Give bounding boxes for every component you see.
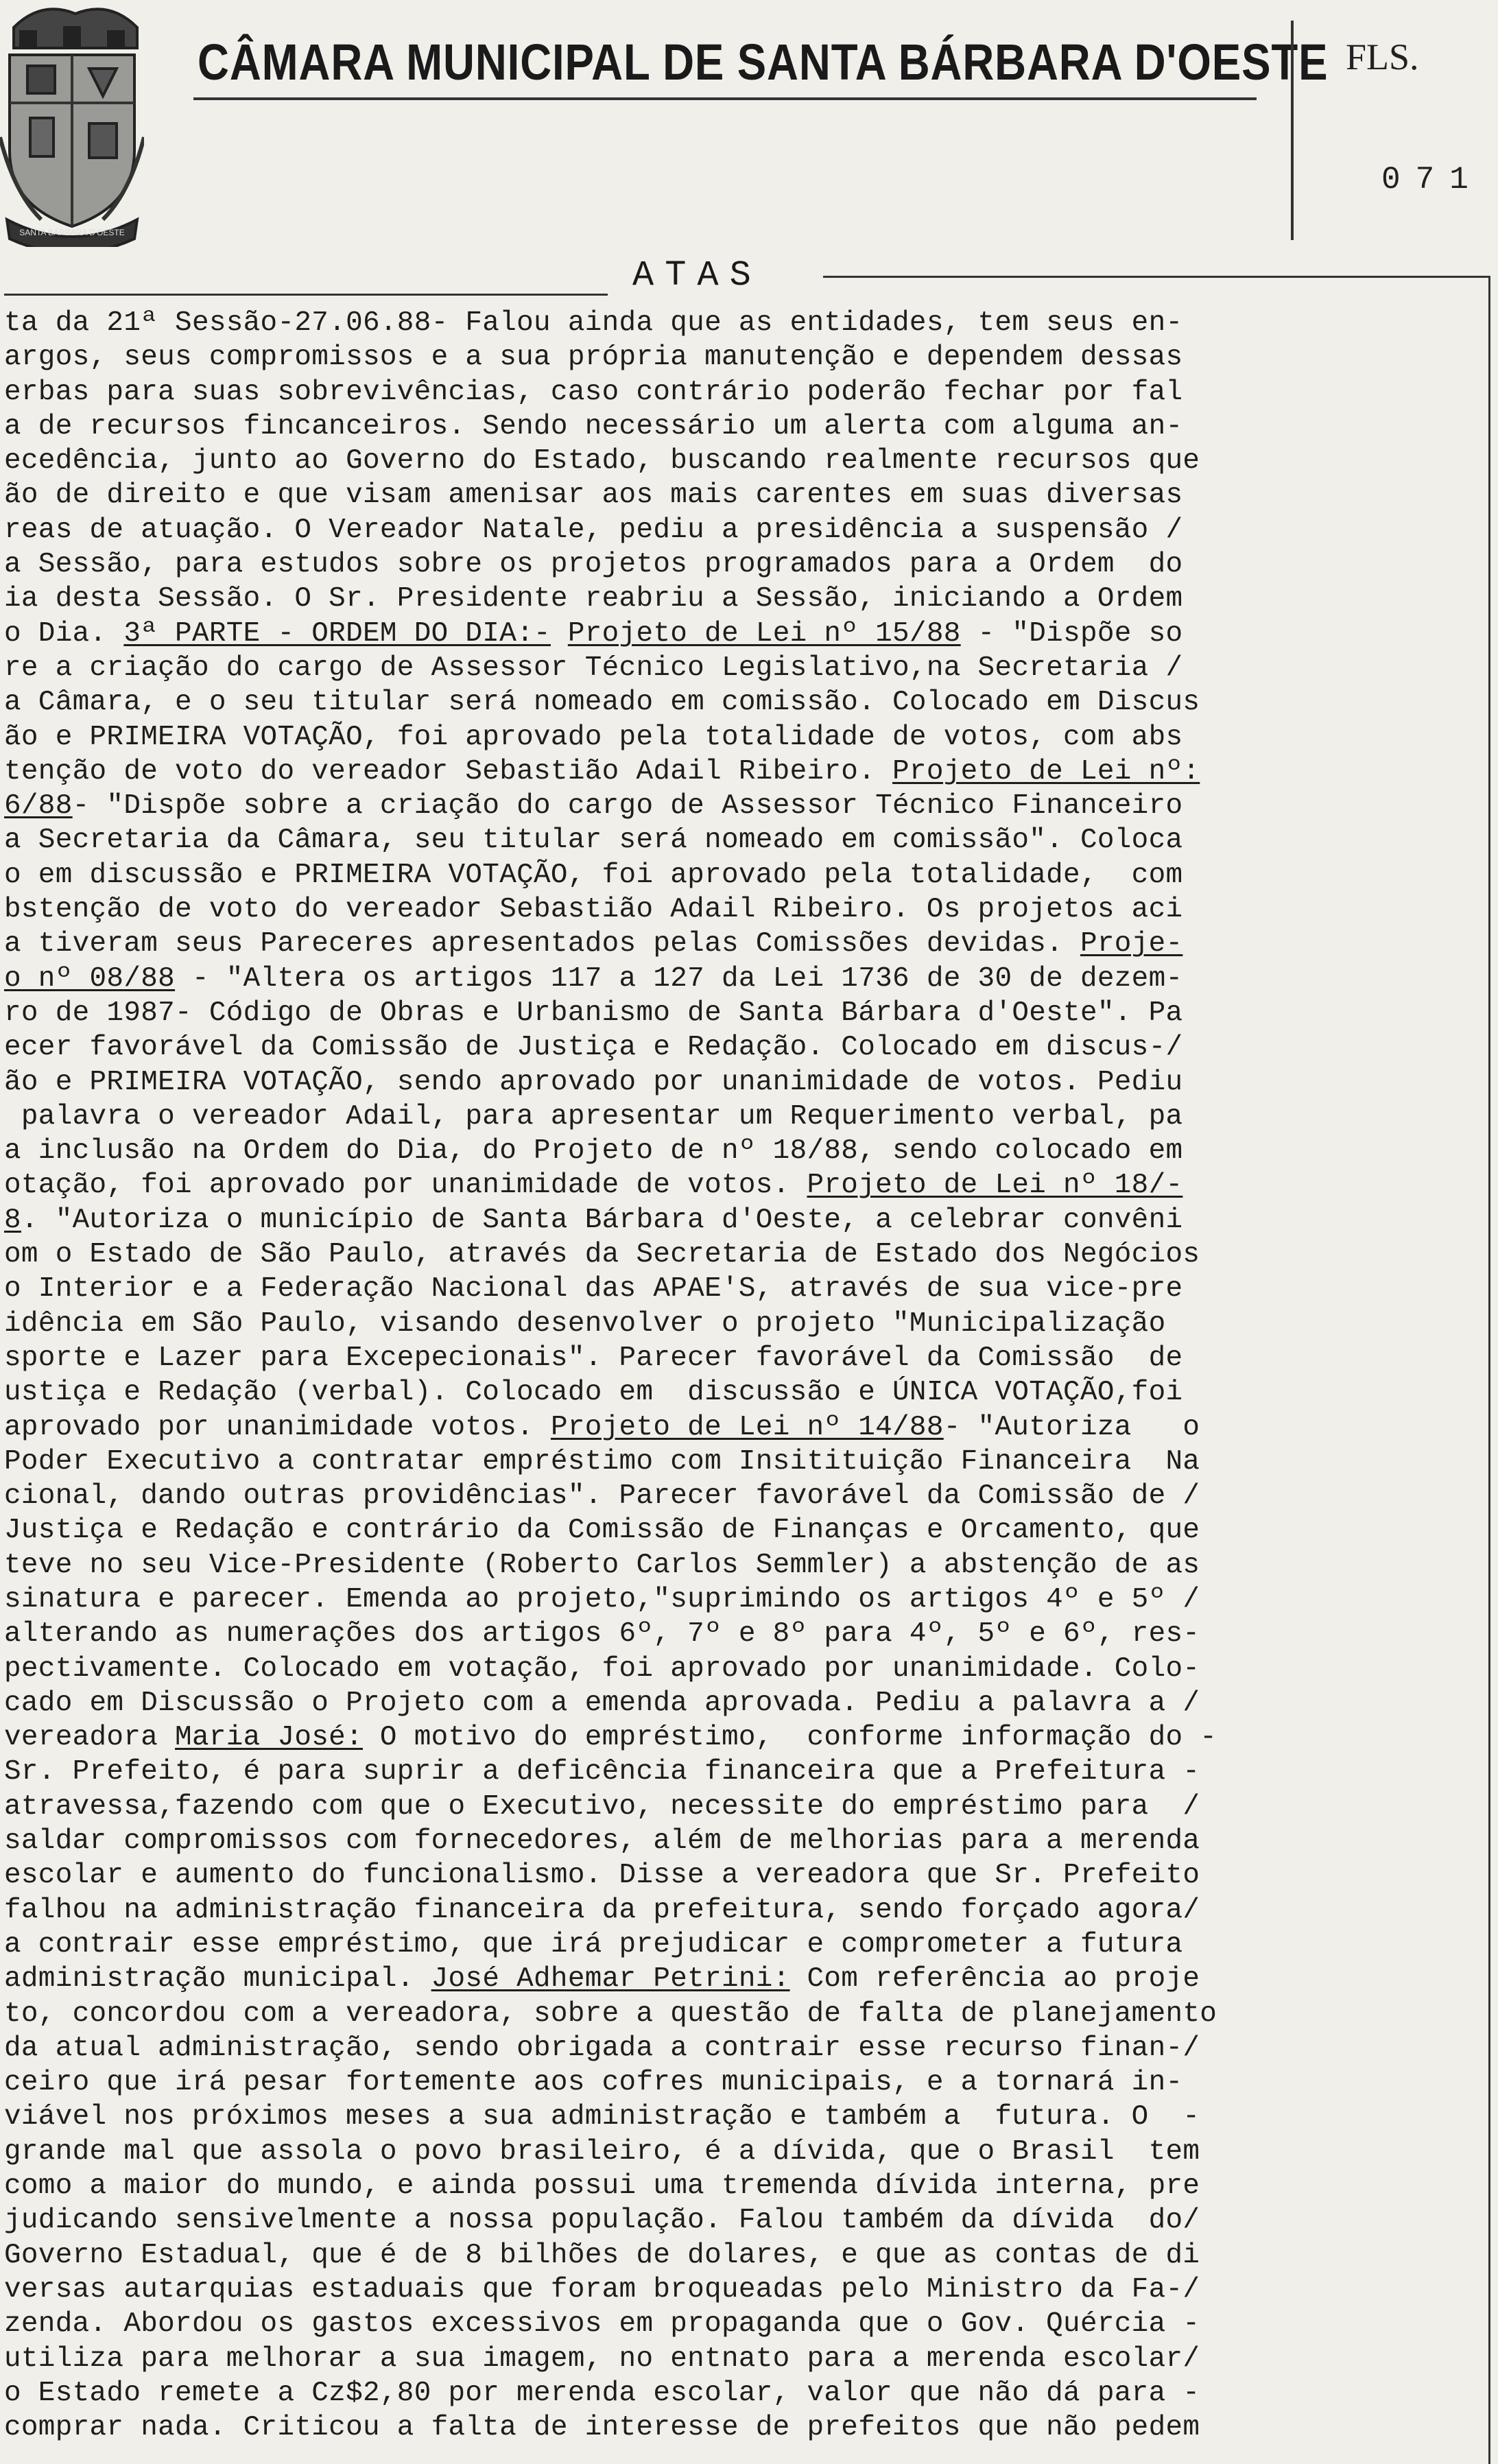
text-segment: a Secretaria da Câmara, seu titular será nomeado em comissão". Coloca — [4, 825, 1183, 857]
underlined-segment: 6/88 — [4, 790, 73, 822]
text-line — [4, 1134, 1479, 1168]
text-line — [4, 1997, 1479, 2031]
text-segment: ro de 1987- Código de Obras e Urbanismo de Santa Bárbara d'Oeste". Pa — [4, 997, 1183, 1029]
section-title: ATAS — [632, 255, 762, 296]
text-line — [4, 2342, 1479, 2376]
text-segment: ecedência, junto ao Governo do Estado, buscando realmente recursos que — [4, 445, 1200, 477]
text-segment: O motivo do empréstimo, conforme informação do - — [363, 1722, 1217, 1754]
text-segment: ecer favorável da Comissão de Justiça e Redação. Colocado em discus-/ — [4, 1032, 1183, 1064]
underlined-segment: Proje- — [1080, 928, 1183, 960]
text-line — [4, 2307, 1479, 2341]
text-line — [4, 375, 1479, 410]
text-segment: a de recursos fincanceiros. Sendo necessário um alerta com alguma an- — [4, 410, 1183, 442]
text-line — [4, 1410, 1479, 1445]
text-line — [4, 547, 1479, 582]
text-line — [4, 617, 1479, 651]
text-segment: ceiro que irá pesar fortemente aos cofres municipais, e a tornará in- — [4, 2067, 1183, 2099]
text-line — [4, 1341, 1479, 1375]
text-segment: atravessa,fazendo com que o Executivo, necessite do empréstimo para / — [4, 1790, 1200, 1823]
text-line — [4, 1617, 1479, 1651]
text-line — [4, 582, 1479, 616]
text-segment: o Estado remete a Cz$2,80 por merenda escolar, valor que não dá para - — [4, 2377, 1200, 2409]
text-line — [4, 2065, 1479, 2100]
text-segment: escolar e aumento do funcionalismo. Disse a vereadora que Sr. Prefeito — [4, 1860, 1200, 1892]
text-segment: da atual administração, sendo obrigada a contrair esse recurso finan-/ — [4, 2032, 1200, 2064]
page-title: CÂMARA MUNICIPAL DE SANTA BÁRBARA D'OESTE — [198, 34, 1329, 91]
text-segment: falhou na administração financeira da prefeitura, sendo forçado agora/ — [4, 1894, 1200, 1926]
text-line — [4, 2100, 1479, 2134]
header-rule — [193, 97, 1257, 100]
text-segment: ão e PRIMEIRA VOTAÇÃO, sendo aprovado por unanimidade de votos. Pediu — [4, 1066, 1183, 1098]
text-segment: utiliza para melhorar a sua imagem, no entnato para a merenda escolar/ — [4, 2343, 1200, 2375]
text-line — [4, 410, 1479, 444]
text-segment: - "Dispõe sobre a criação do cargo de Assessor Técnico Financeiro — [72, 790, 1183, 822]
text-line — [4, 2273, 1479, 2307]
minutes-body — [4, 306, 1479, 2445]
text-line — [4, 996, 1479, 1030]
svg-text:SANTA BÁRBARA D'OESTE: SANTA BÁRBARA D'OESTE — [19, 228, 125, 237]
text-line — [4, 1272, 1479, 1306]
text-line — [4, 1755, 1479, 1789]
frame-top-rule — [823, 276, 1488, 278]
underlined-segment: Projeto de Lei nº 14/88 — [550, 1411, 944, 1443]
text-segment: - "Dispõe so — [960, 617, 1183, 650]
text-segment: administração municipal. — [4, 1963, 431, 1995]
text-segment: a inclusão na Ordem do Dia, do Projeto de nº 18/88, sendo colocado em — [4, 1135, 1183, 1168]
text-segment: reas de atuação. O Vereador Natale, pediu a presidência a suspensão / — [4, 514, 1183, 546]
underlined-segment: Projeto de Lei nº 15/88 — [567, 617, 961, 650]
text-line — [4, 2203, 1479, 2238]
text-line — [4, 2031, 1479, 2065]
text-segment: Justiça e Redação e contrário da Comissão de Finanças e Orcamento, que — [4, 1515, 1200, 1547]
text-segment: re a criação do cargo de Assessor Técnico Legislativo,na Secretaria / — [4, 652, 1183, 684]
text-segment: zenda. Abordou os gastos excessivos em propaganda que o Gov. Quércia - — [4, 2308, 1200, 2341]
text-line — [4, 306, 1479, 340]
text-segment — [551, 618, 568, 650]
text-segment: idência em São Paulo, visando desenvolver o projeto "Municipalização — [4, 1307, 1166, 1340]
text-segment: Poder Executivo a contratar empréstimo com Insitituição Financeira Na — [4, 1445, 1200, 1478]
text-segment: saldar compromissos com fornecedores, além de melhorias para a merenda — [4, 1825, 1200, 1858]
text-segment: cional, dando outras providências". Parecer favorável da Comissão de / — [4, 1480, 1200, 1513]
section-rule-left — [4, 294, 608, 296]
text-line — [4, 2376, 1479, 2410]
text-segment: cado em Discussão o Projeto com a emenda aprovada. Pediu a palavra a / — [4, 1687, 1200, 1719]
text-line — [4, 858, 1479, 892]
text-segment: - "Autoriza o — [943, 1411, 1200, 1443]
text-line — [4, 340, 1479, 375]
text-segment: - "Altera os artigos 117 a 127 da Lei 1736 de 30 de dezem- — [175, 962, 1183, 995]
text-line — [4, 444, 1479, 478]
text-segment: palavra o vereador Adail, para apresentar um Requerimento verbal, pa — [4, 1100, 1183, 1133]
text-line — [4, 685, 1479, 720]
text-segment: ia desta Sessão. O Sr. Presidente reabriu a Sessão, iniciando a Ordem — [4, 583, 1183, 615]
text-segment: argos, seus compromissos e a sua própria manutenção e dependem dessas — [4, 342, 1183, 374]
text-line — [4, 2135, 1479, 2169]
text-segment: aprovado por unanimidade votos. — [4, 1411, 551, 1443]
text-line — [4, 927, 1479, 961]
text-line — [4, 478, 1479, 512]
underlined-segment: Maria José: — [175, 1722, 363, 1754]
text-line — [4, 1858, 1479, 1893]
text-segment: a contrair esse empréstimo, que irá prejudicar e comprometer a futura — [4, 1928, 1183, 1960]
fls-label: FLS. — [1346, 36, 1419, 78]
text-line — [4, 892, 1479, 927]
text-line — [4, 1168, 1479, 1203]
text-line — [4, 1652, 1479, 1686]
text-segment: comprar nada. Criticou a falta de interesse de prefeitos que não pedem — [4, 2412, 1200, 2444]
underlined-segment: o nº 08/88 — [4, 962, 176, 995]
text-line — [4, 1100, 1479, 1134]
text-line — [4, 2410, 1479, 2445]
text-segment: Sr. Prefeito, é para suprir a deficência financeira que a Prefeitura - — [4, 1756, 1200, 1788]
text-line — [4, 1030, 1479, 1065]
text-segment: sporte e Lazer para Excepecionais". Parecer favorável da Comissão de — [4, 1342, 1183, 1374]
municipal-coat-of-arms-icon — [0, 0, 144, 247]
text-segment: judicando sensivelmente a nossa população. Falou também da dívida do/ — [4, 2205, 1200, 2237]
text-line — [4, 1548, 1479, 1583]
text-line — [4, 1583, 1479, 1617]
text-line — [4, 651, 1479, 685]
text-segment: ão de direito e que visam amenisar aos mais carentes em suas diversas — [4, 479, 1183, 512]
underlined-segment: José Adhemar Petrini: — [431, 1963, 790, 1995]
text-segment: to, concordou com a vereadora, sobre a questão de falta de planejamento — [4, 1998, 1217, 2030]
text-line — [4, 1686, 1479, 1720]
text-segment: vereadora — [4, 1722, 176, 1754]
text-segment: a Câmara, e o seu titular será nomeado em comissão. Colocado em Discus — [4, 687, 1200, 719]
text-line — [4, 962, 1479, 996]
underlined-segment: Projeto de Lei nº: — [892, 755, 1200, 787]
text-line — [4, 1375, 1479, 1410]
text-segment: otação, foi aprovado por unanimidade de votos. — [4, 1170, 807, 1202]
text-line — [4, 1790, 1479, 1824]
text-segment: ustiça e Redação (verbal). Colocado em discussão e ÚNICA VOTAÇÃO,foi — [4, 1377, 1183, 1409]
text-segment: ão e PRIMEIRA VOTAÇÃO, foi aprovado pela totalidade de votos, com abs — [4, 721, 1183, 753]
text-line — [4, 1307, 1479, 1341]
text-line — [4, 1962, 1479, 1996]
text-segment: o Interior e a Federação Nacional das APAE'S, através de sua vice-pre — [4, 1273, 1183, 1305]
text-line — [4, 1720, 1479, 1755]
text-segment: viável nos próximos meses a sua administração e também a futura. O - — [4, 2101, 1200, 2133]
frame-right-rule — [1488, 276, 1490, 2464]
text-segment: a tiveram seus Pareceres apresentados pelas Comissões devidas. — [4, 928, 1080, 960]
text-segment: tenção de voto do vereador Sebastião Adail Ribeiro. — [4, 755, 893, 787]
text-segment: como a maior do mundo, e ainda possui uma tremenda dívida interna, pre — [4, 2170, 1200, 2203]
text-segment: versas autarquias estaduais que foram broqueadas pelo Ministro da Fa-/ — [4, 2273, 1200, 2306]
text-segment: alterando as numerações dos artigos 6º, 7º e 8º para 4º, 5º e 6º, res- — [4, 1618, 1200, 1650]
text-segment: om o Estado de São Paulo, através da Secretaria de Estado dos Negócios — [4, 1239, 1200, 1271]
text-segment: o Dia. — [4, 617, 124, 650]
text-segment: grande mal que assola o povo brasileiro, é a dívida, que o Brasil tem — [4, 2135, 1200, 2168]
text-line — [4, 1928, 1479, 1962]
text-segment: a Sessão, para estudos sobre os projetos programados para a Ordem do — [4, 549, 1183, 581]
text-line — [4, 823, 1479, 857]
text-line — [4, 2169, 1479, 2203]
text-segment: ta da 21ª Sessão-27.06.88- Falou ainda que as entidades, tem seus en- — [4, 307, 1183, 339]
text-segment: bstenção de voto do vereador Sebastião Adail Ribeiro. Os projetos aci — [4, 894, 1183, 926]
text-segment: pectivamente. Colocado em votação, foi aprovado por unanimidade. Colo- — [4, 1652, 1200, 1685]
text-line — [4, 1203, 1479, 1237]
text-segment: teve no seu Vice-Presidente (Roberto Carlos Semmler) a abstenção de as — [4, 1549, 1200, 1581]
text-line — [4, 2238, 1479, 2273]
text-segment: . "Autoriza o município de Santa Bárbara d'Oeste, a celebrar convêni — [21, 1204, 1183, 1236]
header-separator — [1291, 21, 1294, 240]
text-line — [4, 1479, 1479, 1513]
underlined-segment: 8 — [4, 1204, 21, 1236]
text-line — [4, 789, 1479, 823]
text-line — [4, 1445, 1479, 1479]
text-line — [4, 1824, 1479, 1858]
text-line — [4, 1237, 1479, 1272]
text-segment: erbas para suas sobrevivências, caso contrário poderão fechar por fal — [4, 376, 1183, 408]
text-line — [4, 1065, 1479, 1100]
text-segment: o em discussão e PRIMEIRA VOTAÇÃO, foi aprovado pela totalidade, com — [4, 859, 1183, 891]
text-line — [4, 720, 1479, 755]
text-line — [4, 513, 1479, 547]
underlined-segment: Projeto de Lei nº 18/- — [807, 1170, 1183, 1202]
text-line — [4, 755, 1479, 789]
text-line — [4, 1513, 1479, 1548]
text-segment: sinatura e parecer. Emenda ao projeto,"suprimindo os artigos 4º e 5º / — [4, 1583, 1200, 1615]
page-number: 071 — [1381, 162, 1484, 198]
underlined-segment: 3ª PARTE - ORDEM DO DIA:- — [123, 617, 551, 650]
text-segment: Com referência ao proje — [789, 1963, 1200, 1995]
text-line — [4, 1893, 1479, 1928]
text-segment: Governo Estadual, que é de 8 bilhões de dolares, e que as contas de di — [4, 2239, 1200, 2271]
